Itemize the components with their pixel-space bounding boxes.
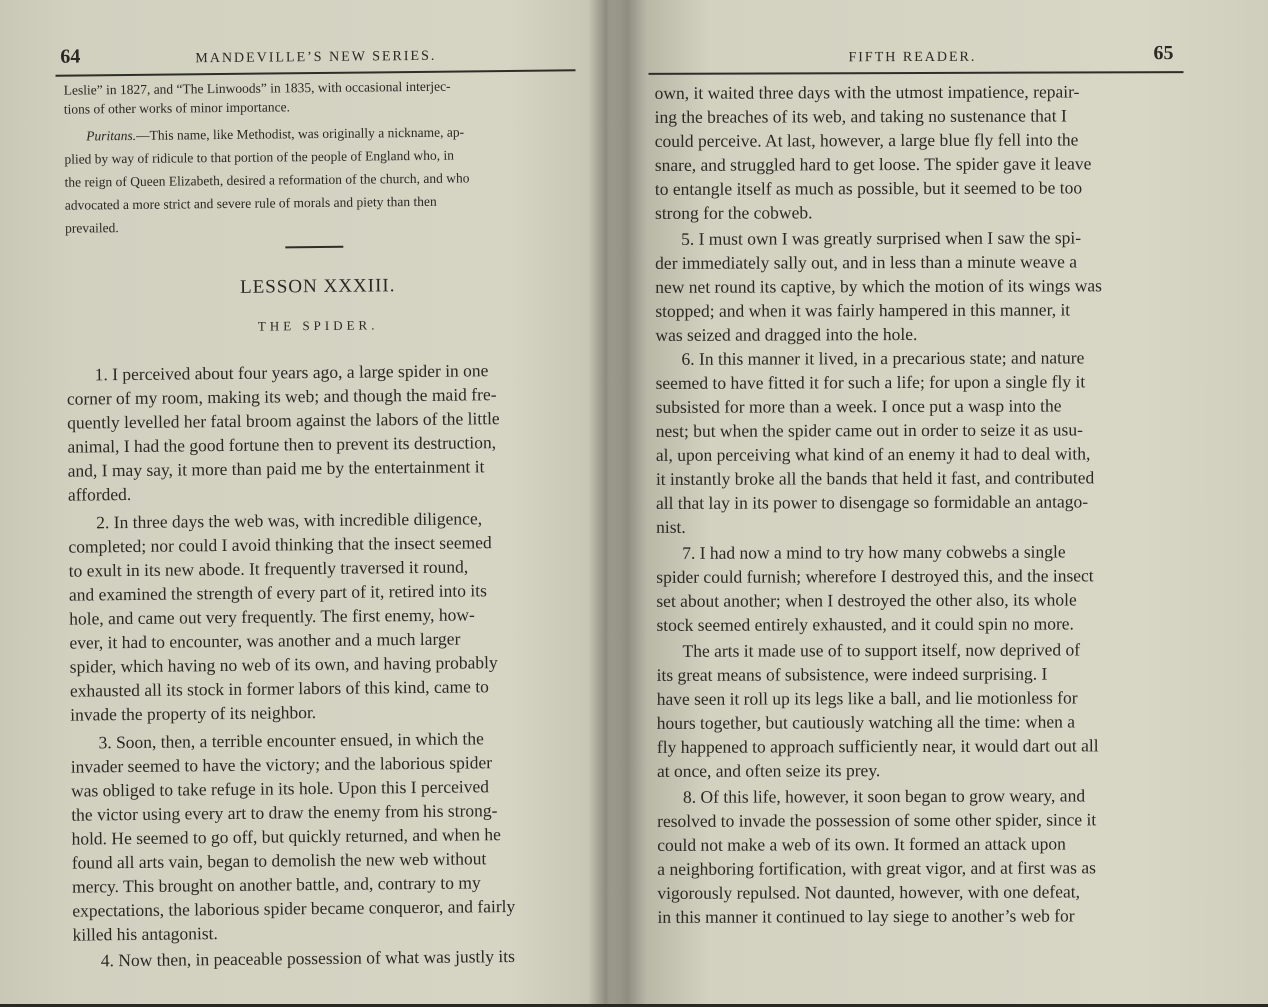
footnote-line: Leslie” in 1827, and “The Linwoods” in 1835, with occasional interjec- — [63, 78, 451, 98]
body-line: nest; but when the spider came out in order to seize it as usu- — [655, 419, 1083, 441]
body-line: to exult in its new abode. It frequently traversed it round, — [68, 556, 469, 581]
body-line: stock seemed entirely exhausted, and it could spin no more. — [656, 613, 1074, 635]
body-line: at once, and often seize its prey. — [656, 760, 881, 781]
body-line: seemed to have fitted it for such a life; for upon a single fly it — [655, 371, 1086, 393]
footnote-line: the reign of Queen Elizabeth, desired a reformation of the church, and who — [64, 170, 470, 190]
body-line: killed his antagonist. — [72, 923, 218, 945]
section-divider — [285, 246, 343, 249]
body-line: afforded. — [67, 483, 132, 505]
body-line: in this manner it continued to lay siege to another’s web for — [657, 905, 1075, 927]
body-line: resolved to invade the possession of some other spider, since it — [657, 809, 1097, 831]
body-line: it instantly broke all the bands that held it fast, and contributed — [655, 467, 1095, 489]
footnote-line: prevailed. — [65, 220, 119, 236]
body-line: set about another; when I destroyed the other also, its whole — [656, 589, 1077, 611]
left-running-title: MANDEVILLE’S NEW SERIES. — [195, 48, 437, 67]
body-line: new net round its captive, by which the motion of its wings was — [655, 275, 1102, 297]
lesson-title: LESSON XXXIII. — [239, 275, 396, 298]
body-line: 5. I must own I was greatly surprised when I saw the spi- — [681, 227, 1082, 249]
body-line: could not make a web of its own. It formed an attack upon — [657, 833, 1066, 855]
footnote-line: advocated a more strict and severe rule of morals and piety than then — [64, 193, 437, 213]
lesson-subtitle: THE SPIDER. — [257, 317, 379, 334]
body-line: 1. I perceived about four years ago, a large spider in one — [94, 360, 489, 385]
body-line: ing the breaches of its web, and taking no sustenance that I — [654, 105, 1067, 127]
footnote-text: —This name, like Methodist, was originally a nickname, ap- — [135, 124, 465, 143]
body-line: quently levelled her fatal broom against the labors of the little — [67, 408, 500, 433]
body-line: own, it waited three days with the utmost impatience, repair- — [654, 81, 1080, 103]
body-line: hold. He seemed to go off, but quickly returned, and when he — [71, 824, 501, 849]
body-line: found all arts vain, began to demolish the new web without — [71, 848, 487, 873]
left-page-number: 64 — [60, 45, 81, 68]
left-page — [55, 0, 585, 1007]
footnote-line: plied by way of ridicule to that portion of the people of England who, in — [64, 147, 454, 167]
body-line: could perceive. At last, however, a large blue fly fell into the — [654, 129, 1079, 151]
body-line: was obliged to take refuge in its hole. Upon this I perceived — [70, 776, 490, 801]
body-line: exhausted all its stock in former labors of this kind, came to — [69, 676, 489, 701]
body-line: spider could furnish; wherefore I destroyed this, and the insect — [656, 565, 1094, 587]
body-line: hours together, but cautiously watching all the time: when a — [656, 711, 1076, 733]
book-gutter — [588, 0, 628, 1004]
body-line: The arts it made use of to support itself, now deprived of — [682, 639, 1081, 661]
body-line: 2. In three days the web was, with incredible diligence, — [96, 508, 483, 533]
body-line: der immediately sally out, and in less than a minute weave a — [655, 251, 1078, 273]
body-line: all that lay in its power to disengage so formidable an antago- — [655, 491, 1089, 513]
footnote-line: tions of other works of minor importance. — [63, 99, 291, 117]
body-line: 6. In this manner it lived, in a precarious state; and nature — [681, 347, 1085, 369]
body-line: hole, and came out very frequently. The first enemy, how- — [69, 604, 475, 629]
right-page-number: 65 — [1153, 42, 1174, 65]
body-line: and, I may say, it more than paid me by the entertainment it — [67, 456, 485, 481]
right-running-title: FIFTH READER. — [848, 49, 977, 66]
body-line: a neighboring fortification, with great vigor, and at first was as — [657, 857, 1096, 879]
body-line: completed; nor could I avoid thinking that the insect seemed — [68, 532, 492, 557]
body-line: invader seemed to have the victory; and the laborious spider — [70, 752, 493, 777]
body-line: expectations, the laborious spider became conqueror, and fairly — [72, 895, 516, 921]
body-line: stopped; and when it was fairly hampered in this manner, it — [655, 299, 1071, 321]
body-line: subsisted for more than a week. I once put a wasp into the — [655, 395, 1062, 417]
body-line: 8. Of this life, however, it soon began to grow weary, and — [682, 785, 1086, 807]
right-running-head — [648, 41, 1183, 75]
body-line: ever, it had to encounter, was another and a much larger — [69, 628, 461, 653]
body-line: snare, and struggled hard to get loose. The spider gave it leave — [654, 153, 1092, 175]
body-line: al, upon perceiving what kind of an enemy it had to deal with, — [655, 443, 1091, 465]
left-running-head — [55, 39, 575, 76]
body-line: 4. Now then, in peaceable possession of what was justly its — [100, 945, 515, 971]
body-line: nist. — [656, 516, 686, 537]
body-line: have seen it roll up its legs like a ball, and lie motionless for — [656, 687, 1078, 709]
body-line: to entangle itself as much as possible, but it seemed to be too — [654, 177, 1083, 199]
body-line: corner of my room, making its web; and though the maid fre- — [66, 384, 497, 409]
body-line: spider, which having no web of its own, and having probably — [69, 652, 498, 677]
body-line: invade the property of its neighbor. — [70, 702, 317, 725]
body-line: fly happened to approach sufficiently near, it would dart out all — [656, 735, 1099, 757]
body-line: 3. Soon, then, a terrible encounter ensued, in which the — [98, 728, 484, 753]
body-line: mercy. This brought on another battle, and, contrary to my — [71, 872, 481, 897]
body-line: its great means of subsistence, were indeed surprising. I — [656, 663, 1048, 685]
body-line: was seized and dragged into the hole. — [655, 323, 918, 345]
body-line: 7. I had now a mind to try how many cobwebs a single — [682, 541, 1066, 563]
body-line: animal, I had the good fortune then to prevent its destruction, — [67, 432, 497, 457]
body-line: the victor using every art to draw the enemy from his strong- — [71, 800, 498, 825]
body-line: and examined the strength of every part of it, retired into its — [68, 580, 487, 605]
body-line: vigorously repulsed. Not daunted, however, with one defeat, — [657, 881, 1080, 903]
footnote-puritans — [86, 121, 574, 145]
body-line: strong for the cobweb. — [654, 202, 813, 223]
footnote-term: Puritans. — [86, 127, 137, 144]
right-page — [648, 0, 1187, 1005]
